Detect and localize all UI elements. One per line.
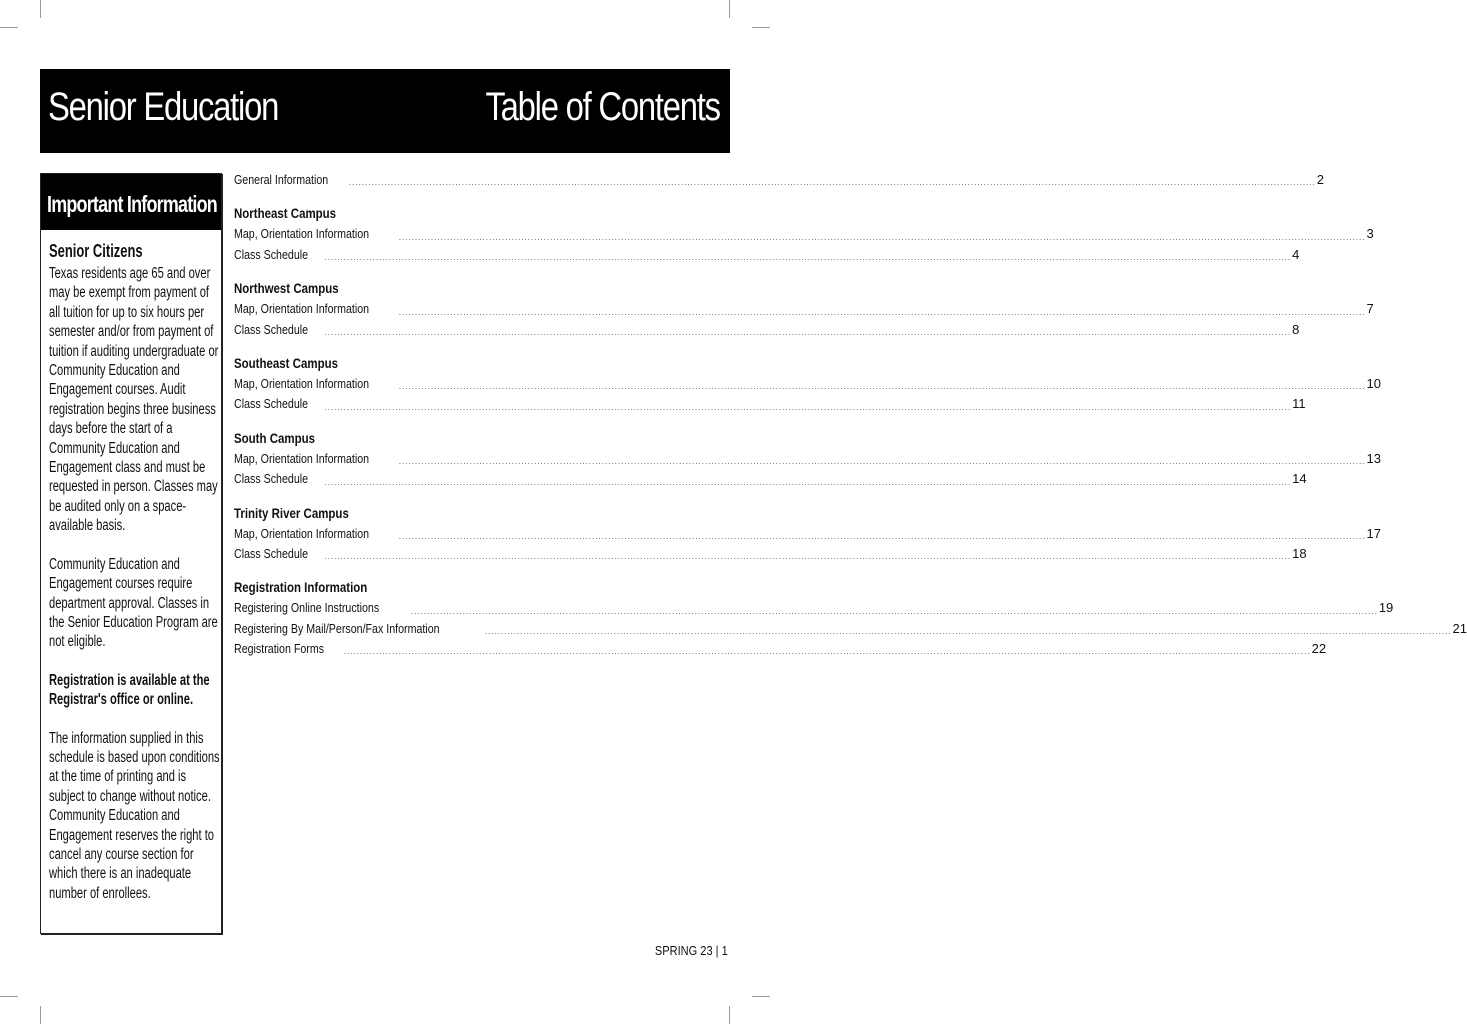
toc-entry-label: Class Schedule: [234, 246, 309, 262]
toc-leader: ............................................................................................................................................................................................................................................................................................................: [398, 382, 1366, 392]
toc-section-heading: [234, 352, 728, 374]
toc-entry-label: Class Schedule: [234, 396, 309, 412]
department-approval-paragraph: Community Education and Engagement courses require department approval. Classes in the Senior Education Program are not eligible.: [49, 555, 218, 651]
toc-section-title: Southeast Campus: [234, 354, 338, 371]
toc-leader: ............................................................................................................................................................................................................................................................................................................: [411, 606, 1378, 616]
toc-leader: ............................................................................................................................................................................................................................................................................................................: [343, 647, 1311, 657]
toc-section-heading: [234, 502, 728, 524]
crop-mark: [40, 0, 41, 18]
toc-entry-general[interactable]: [234, 170, 1324, 190]
toc-entry[interactable]: [234, 224, 1374, 244]
important-info-box: [40, 173, 222, 934]
toc-entry-page: 21: [1452, 620, 1467, 636]
toc-entry-page: 22: [1311, 641, 1327, 657]
toc-entry-label: Map, Orientation Information: [234, 301, 370, 317]
toc-leader: ............................................................................................................................................................................................................................................................................................................: [484, 627, 1452, 637]
toc-entry[interactable]: [234, 544, 1307, 564]
toc-entry[interactable]: [234, 469, 1307, 489]
toc-entry-label: Map, Orientation Information: [234, 226, 370, 242]
toc-leader: ............................................................................................................................................................................................................................................................................................................: [324, 327, 1292, 337]
toc-entry-label: Registration Forms: [234, 641, 325, 657]
header-banner: [40, 69, 730, 153]
toc-entry-label: General Information: [234, 172, 329, 187]
table-of-contents: [234, 170, 1467, 659]
toc-entry-label: Map, Orientation Information: [234, 525, 370, 541]
toc-leader: ............................................................................................................................................................................................................................................................................................................: [324, 552, 1292, 562]
toc-entry[interactable]: [234, 245, 1300, 265]
toc-leader: ............................................................................................................................................................................................................................................................................................................: [398, 232, 1366, 242]
toc-entry-page: 14: [1292, 471, 1307, 487]
toc-entry-page: 8: [1292, 321, 1300, 337]
toc-entry[interactable]: [234, 394, 1306, 414]
toc-leader: ............................................................................................................................................................................................................................................................................................................: [324, 402, 1292, 412]
toc-section-title: Registration Information: [234, 579, 368, 596]
page-title: Senior Education: [48, 85, 279, 129]
toc-entry-page: 17: [1366, 525, 1382, 541]
toc-entry[interactable]: [234, 598, 1394, 618]
toc-entry-page: 11: [1292, 396, 1306, 412]
toc-entry-page: 10: [1366, 375, 1382, 391]
toc-leader: ............................................................................................................................................................................................................................................................................................................: [324, 253, 1292, 263]
toc-section-title: South Campus: [234, 429, 316, 446]
toc-leader: ............................................................................................................................................................................................................................................................................................................: [398, 307, 1366, 317]
important-info-heading: Important Information: [47, 191, 217, 217]
toc-entry[interactable]: [234, 524, 1382, 544]
toc-entry-page: 19: [1378, 600, 1394, 616]
toc-leader: ............................................................................................................................................................................................................................................................................................................: [398, 531, 1366, 541]
toc-entry-label: Registering By Mail/Person/Fax Information: [234, 620, 440, 636]
important-info-header: [41, 174, 221, 230]
toc-entry[interactable]: [234, 299, 1374, 319]
toc-entry[interactable]: [234, 374, 1382, 394]
toc-entry-page: 2: [1316, 172, 1324, 187]
toc-entry[interactable]: [234, 320, 1300, 340]
crop-mark: [752, 27, 770, 28]
crop-mark: [0, 27, 18, 28]
toc-section-title: Trinity River Campus: [234, 504, 349, 521]
toc-entry-page: 4: [1292, 246, 1300, 262]
page-footer: SPRING 23 | 1: [655, 943, 728, 958]
toc-entry[interactable]: [234, 449, 1382, 469]
toc-leader: ............................................................................................................................................................................................................................................................................................................: [398, 457, 1366, 467]
toc-section-title: Northeast Campus: [234, 205, 337, 222]
toc-entry[interactable]: [234, 639, 1327, 659]
toc-entry-page: 3: [1366, 226, 1374, 242]
disclaimer-paragraph: The information supplied in this schedule is based upon conditions at the time of printing and is subject to change without notice. Community Education and Engagement reserves the right to cancel any course section for which there is an inadequate number of enrollees.: [49, 729, 220, 902]
toc-entry-label: Map, Orientation Information: [234, 375, 370, 391]
toc-entry-page: 18: [1292, 545, 1307, 561]
crop-mark: [0, 996, 18, 997]
toc-leader: ............................................................................................................................................................................................................................................................................................................: [348, 178, 1316, 188]
registration-availability-note: Registration is available at the Registrar's office or online.: [49, 671, 210, 709]
crop-mark: [40, 1006, 41, 1024]
toc-entry-label: Class Schedule: [234, 471, 309, 487]
crop-mark: [729, 1006, 730, 1024]
senior-citizens-heading: Senior Citizens: [49, 241, 143, 261]
toc-entry-label: Map, Orientation Information: [234, 450, 370, 466]
toc-leader: ............................................................................................................................................................................................................................................................................................................: [324, 477, 1292, 487]
toc-entry-page: 13: [1366, 450, 1382, 466]
toc-entry-label: Class Schedule: [234, 545, 309, 561]
toc-entry[interactable]: [234, 619, 1467, 639]
toc-entry-page: 7: [1366, 301, 1374, 317]
important-info-body: [49, 240, 222, 903]
crop-mark: [729, 0, 730, 18]
toc-section-heading: [234, 427, 728, 449]
toc-section-heading: [234, 202, 728, 224]
toc-title: Table of Contents: [485, 85, 720, 129]
toc-entry-label: Registering Online Instructions: [234, 600, 380, 616]
senior-citizens-paragraph: Texas residents age 65 and over may be exempt from payment of all tuition for up to six hours per semester and/or from payment of tuition if auditing undergraduate or Community Education and Engagement courses. Audit registration begins three business days before the start of a Community Education and Engagement class and must be requested in person. Classes may be audited only on a space-available basis.: [49, 265, 219, 535]
toc-section-title: Northwest Campus: [234, 280, 339, 297]
toc-section-heading: [234, 576, 728, 598]
toc-entry-label: Class Schedule: [234, 321, 309, 337]
toc-section-heading: [234, 277, 728, 299]
crop-mark: [752, 996, 770, 997]
